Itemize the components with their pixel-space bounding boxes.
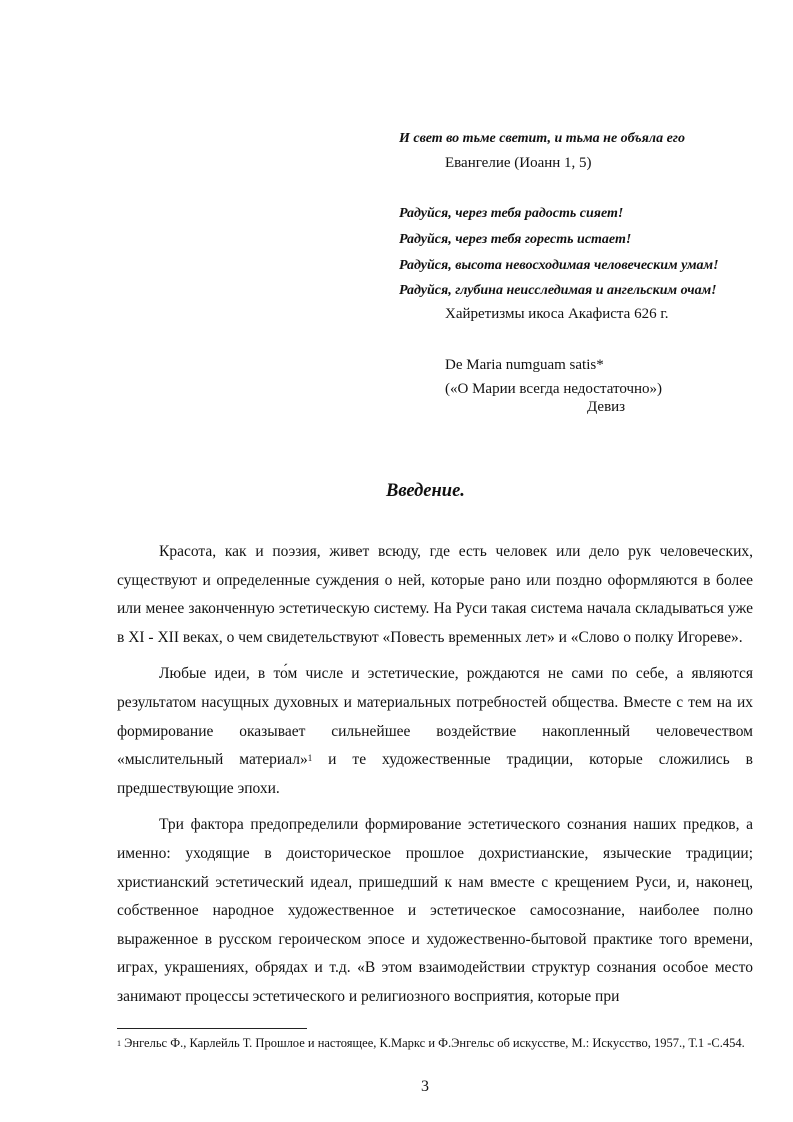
paragraph-2 xyxy=(117,660,753,803)
footnote-marker: 1 xyxy=(117,1039,121,1048)
footnote xyxy=(117,1035,753,1052)
footnote-text: Энгельс Ф., Карлейль Т. Прошлое и настоящее, К.Маркс и Ф.Энгельс об искусстве, М.: Искусство, 1957., Т.1 -С.454. xyxy=(121,1036,745,1050)
epigraph-1-source: Евангелие (Иоанн 1, 5) xyxy=(445,155,592,171)
epigraph-1-quote: И свет во тьме светит, и тьма не объяла его xyxy=(399,131,685,146)
epigraph-3-source: Девиз xyxy=(587,399,626,415)
epigraph-3-translation: («О Марии всегда недостаточно») xyxy=(445,381,663,397)
footnote-ref: 1 xyxy=(307,753,313,764)
paragraph-3: Три фактора предопределили формирование эстетического сознания наших предков, а именно: уходящие в доисторическое прошлое дохристианские, языческие традиции; христианский эстетический идеал, пришедший к нам вместе с крещением Руси, и, наконец, собственное народное художественное и эстетическое самосознание, наиболее полно выраженное в русском героическом эпосе и художественно-бытовой практике того времени, играх, украшениях, обрядах и т.д. «В этом взаимодействии структур сознания особое место занимают процессы эстетического и религиозного восприятия, которые при xyxy=(117,816,753,1005)
epigraph-2-line: Радуйся, глубина неисследимая и ангельским очам! xyxy=(399,283,717,298)
epigraph-2-line: Радуйся, высота невосходимая человеческим умам! xyxy=(399,258,719,273)
paragraph-2-text-b: и те художественные традиции, которые сложились в предшествующие эпохи. xyxy=(117,751,753,797)
paragraph-1: Красота, как и поэзия, живет всюду, где есть человек или дело рук человеческих, существуют и определенные суждения о ней, которые рано или поздно оформляются в более или менее законченную эстетическую систему. На Руси такая система начала складываться уже в XI - XII веках, о чем свидетельствуют «Повесть временных лет» и «Слово о полку Игореве». xyxy=(117,543,753,646)
section-title: Введение. xyxy=(386,481,465,501)
epigraph-2-source: Хайретизмы икоса Акафиста 626 г. xyxy=(445,306,669,322)
epigraph-2-line: Радуйся, через тебя радость сияет! xyxy=(399,206,624,221)
body-text xyxy=(117,538,753,1012)
epigraph-3-latin: De Maria numguam satis* xyxy=(445,357,604,373)
page-number: 3 xyxy=(421,1078,429,1095)
paragraph-2-text-a: Любые идеи, в то́м числе и эстетические, рождаются не сами по себе, а являются результатом насущных духовных и материальных потребностей общества. Вместе с тем на их формирование оказывает сильнейшее воздействие накопленный человечеством «мыслительный материал» xyxy=(117,665,753,769)
footnote-divider xyxy=(117,1028,307,1029)
epigraph-2-line: Радуйся, через тебя горесть истает! xyxy=(399,232,632,247)
